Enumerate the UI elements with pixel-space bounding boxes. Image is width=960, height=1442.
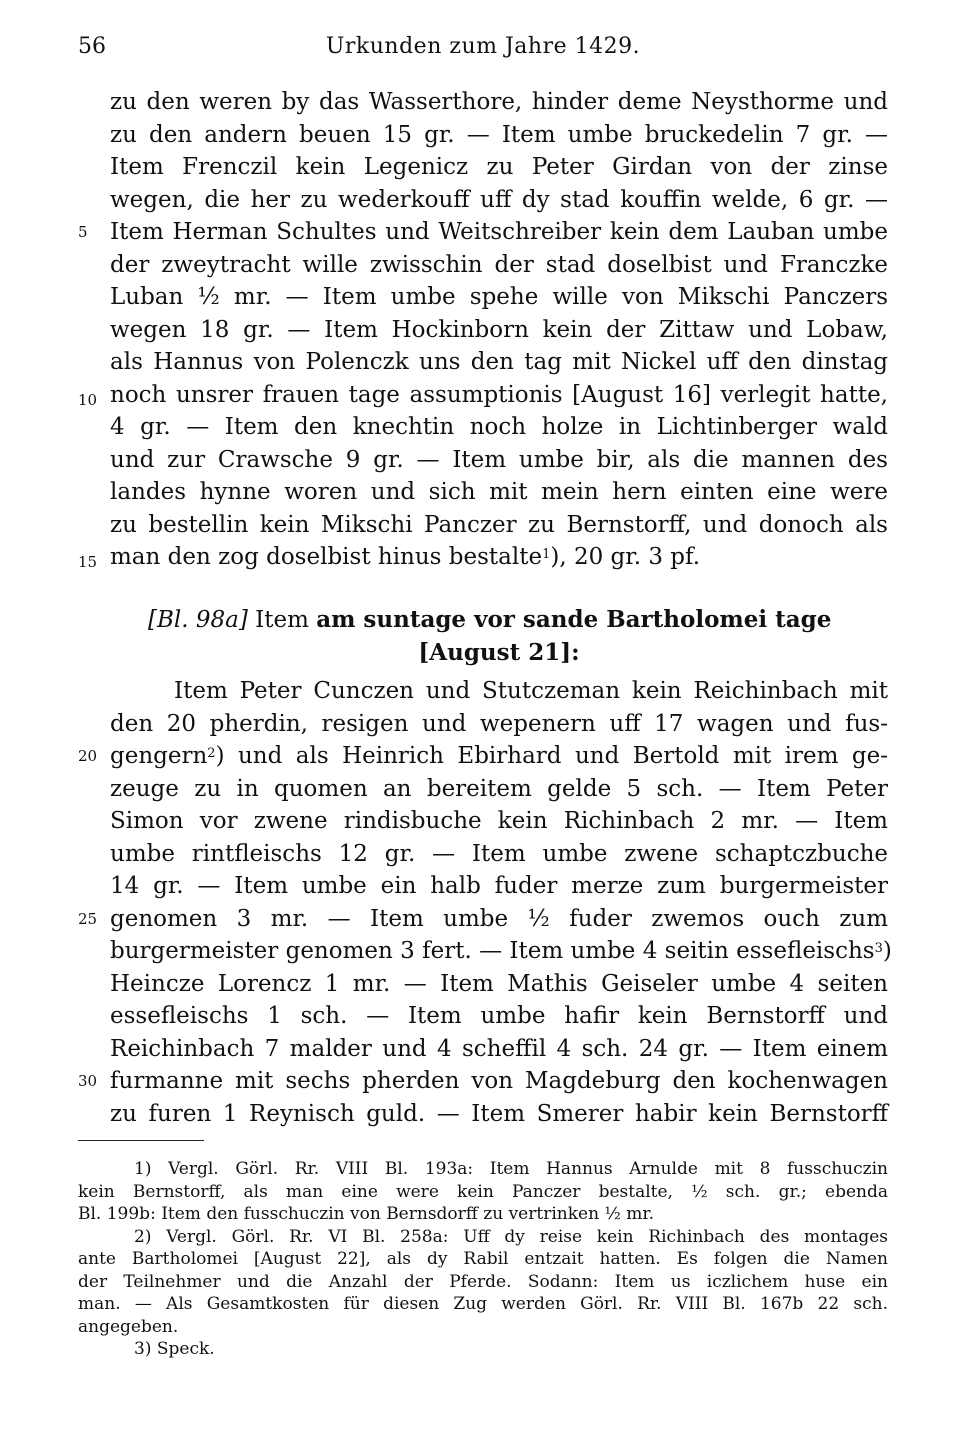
page-number: 56 — [78, 34, 106, 59]
text-line: Item Herman Schultes und Weitschreiber kein dem Lauban umbe — [110, 219, 888, 245]
footnote-line: Bl. 199b: Item den fusschuczin von Bernsdorff zu vertrinken ½ mr. — [78, 1204, 655, 1224]
text-line: den 20 pherdin, resigen und wepenern uff 17 wagen und fus- — [110, 710, 888, 737]
text-fragment: gengern — [110, 743, 208, 769]
footnote-line: 1) Vergl. Görl. Rr. VIII Bl. 193a: Item Hannus Arnulde mit 8 fusschuczin — [134, 1159, 888, 1179]
text-fragment: ) und als Heinrich Ebirhard und Bertold mit irem ge- — [215, 743, 888, 769]
text-line: Item Peter Cunczen und Stutczeman kein Reichinbach mit — [174, 678, 888, 704]
footnote-line: der Teilnehmer und die Anzahl der Pferde. Sodann: Item us iczlichem huse ein — [78, 1271, 888, 1292]
text-line: Heincze Lorencz 1 mr. — Item Mathis Geiseler umbe 4 seiten — [110, 970, 888, 997]
text-line: umbe rintfleischs 12 gr. — Item umbe zwene schaptczbuche — [110, 840, 888, 867]
text-line: wegen 18 gr. — Item Hockinborn kein der Zittaw und Lobaw, — [110, 316, 888, 343]
text-fragment: ), 20 gr. 3 pf. — [550, 544, 701, 570]
footnote-ref: 1 — [542, 547, 551, 562]
text-line: genomen 3 mr. — Item umbe ½ fuder zwemos ouch zum — [110, 905, 888, 932]
text-line: noch unsrer frauen tage assumptionis [August 16] verlegit hatte, — [110, 381, 888, 408]
text-line: zu furen 1 Reynisch guld. — Item Smerer habir kein Bernstorff — [110, 1100, 888, 1127]
folio-reference: [Bl. 98a] — [148, 607, 248, 633]
text-line: zu den andern beuen 15 gr. — Item umbe bruckedelin 7 gr. — — [110, 121, 888, 148]
heading-date: [August 21]: — [418, 639, 580, 666]
footnote-line: kein Bernstorff, als man eine were kein Panczer bestalte, ½ sch. gr.; ebenda — [78, 1181, 888, 1202]
text-line: der zweytracht wille zwisschin der stad doselbist und Franczke — [110, 251, 888, 278]
text-line: Simon vor zwene rindisbuche kein Richinbach 2 mr. — Item — [110, 808, 888, 834]
heading-bold: am suntage vor sande Bartholomei tage — [316, 606, 832, 633]
footnote-line: 3) Speck. — [134, 1339, 215, 1359]
line-number: 15 — [78, 553, 98, 571]
text-line: zeuge zu in quomen an bereitem gelde 5 sch. — Item Peter — [110, 775, 888, 802]
footnote-ref: 3 — [874, 941, 883, 956]
line-number: 5 — [78, 223, 88, 241]
footnote-separator — [78, 1140, 204, 1141]
text-line: Reichinbach 7 malder und 4 scheffil 4 sch. 24 gr. — Item einem — [110, 1035, 888, 1062]
text-line — [110, 935, 892, 967]
text-line: 4 gr. — Item den knechtin noch holze in Lichtinberger wald — [110, 414, 888, 440]
text-line: landes hynne woren und sich mit mein hern einten eine were — [110, 479, 888, 505]
text-line — [110, 541, 888, 573]
footnote-line: ante Bartholomei [August 22], als dy Rabil entzait hatten. Es folgen die Namen — [78, 1249, 888, 1269]
text-fragment: ) — [882, 938, 892, 964]
text-line: zu bestellin kein Mikschi Panczer zu Bernstorff, und donoch als — [110, 511, 888, 538]
text-line: essefleischs 1 sch. — Item umbe hafir kein Bernstorff und — [110, 1003, 888, 1029]
running-title: Urkunden zum Jahre 1429. — [325, 34, 641, 59]
line-number: 30 — [78, 1072, 98, 1090]
text-line: wegen, die her zu wederkouff uff dy stad kouffin welde, 6 gr. — — [110, 186, 888, 213]
text-line: Luban ½ mr. — Item umbe spehe wille von Mikschi Panczers — [110, 284, 888, 310]
text-line: furmanne mit sechs pherden von Magdeburg den kochenwagen — [110, 1068, 888, 1094]
text-fragment: burgermeister genomen 3 fert. — Item umbe 4 seitin essefleischs — [110, 938, 875, 964]
footnote-line: angegeben. — [78, 1316, 179, 1337]
text-line: und zur Crawsche 9 gr. — Item umbe bir, als die mannen des — [110, 446, 888, 473]
text-line: 14 gr. — Item umbe ein halb fuder merze zum burgermeister — [110, 873, 888, 899]
footnote-ref: 2 — [207, 746, 216, 761]
footnote-line: man. — Als Gesamtkosten für diesen Zug werden Görl. Rr. VIII Bl. 167b 22 sch. — [78, 1294, 888, 1314]
page-header — [78, 34, 888, 68]
line-number: 10 — [78, 391, 98, 409]
text-fragment: man den zog doselbist hinus bestalte — [110, 544, 543, 570]
text-line: Item Frenczil kein Legenicz zu Peter Girdan von der zinse — [110, 154, 888, 180]
footnote-line: 2) Vergl. Görl. Rr. VI Bl. 258a: Uff dy reise kein Richinbach des montages — [134, 1226, 888, 1247]
text-line — [110, 740, 888, 772]
line-number: 20 — [78, 747, 98, 765]
heading-plain: Item — [255, 607, 309, 633]
text-line: als Hannus von Polenczk uns den tag mit Nickel uff den dinstag — [110, 349, 888, 375]
text-line: zu den weren by das Wasserthore, hinder deme Neysthorme und — [110, 89, 888, 115]
line-number: 25 — [78, 910, 98, 928]
heading-line — [148, 604, 888, 636]
